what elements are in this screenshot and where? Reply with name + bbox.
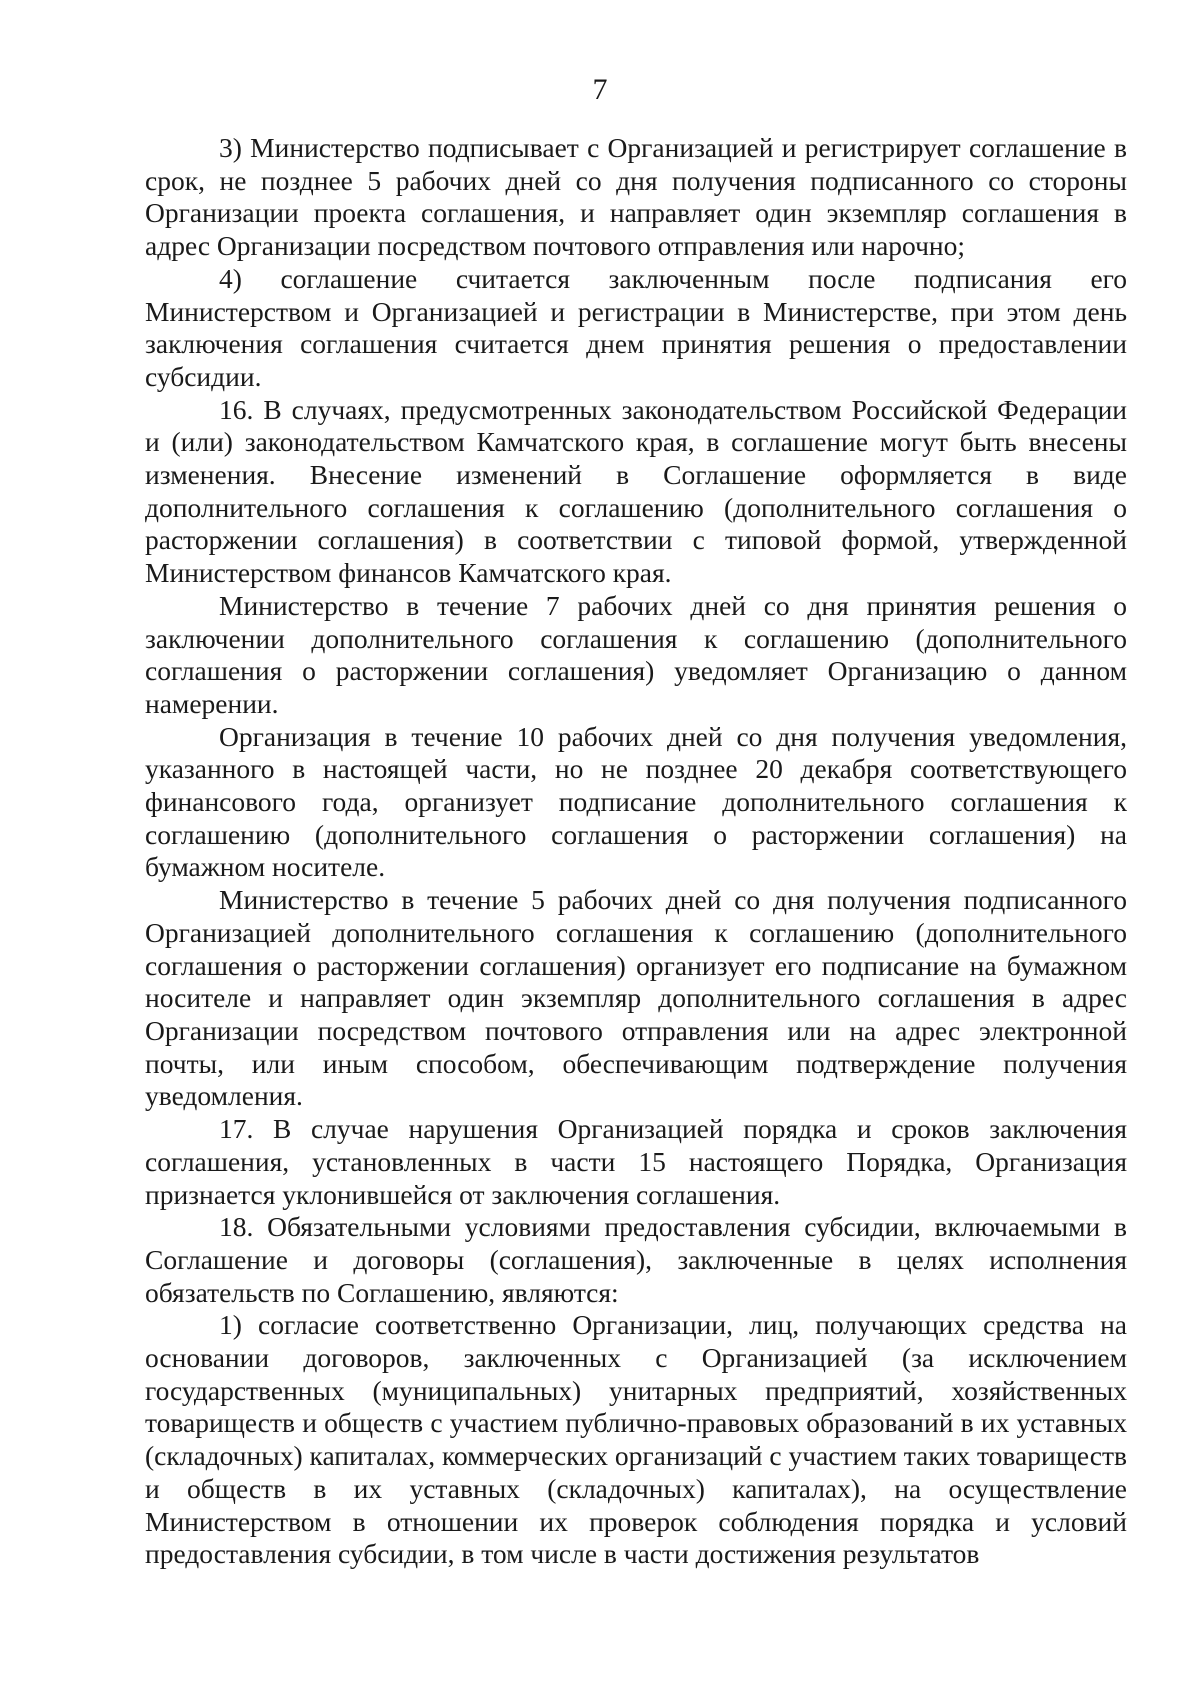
paragraph-ministry-signing: Министерство в течение 5 рабочих дней со дня получения подписанного Организацией дополнительного соглашения к соглашению (дополнительного соглашения о расторжении соглашения) организует его подписание на бумажном носителе и направляет один экземпляр дополнительного соглашения в адрес Организации посредством почтового отправления или на адрес электронной почты, или иным способом, обеспечивающим подтверждение получения уведомления. bbox=[145, 884, 1127, 1112]
document-body bbox=[145, 132, 1127, 1571]
paragraph-organization-signing: Организация в течение 10 рабочих дней со дня получения уведомления, указанного в настоящей части, но не позднее 20 декабря соответствующего финансового года, организует подписание дополнительного соглашения к соглашению (дополнительного соглашения о расторжении соглашения) на бумажном носителе. bbox=[145, 720, 1127, 883]
paragraph-section-18-item-1: 1) согласие соответственно Организации, лиц, получающих средства на основании договоров, заключенных с Организацией (за исключением государственных (муниципальных) унитарных предприятий, хозяйственных товариществ и обществ с участием публично-правовых образований в их уставных (складочных) капиталах, коммерческих организаций с участием таких товариществ и обществ в их уставных (складочных) капиталах), на осуществление Министерством в отношении их проверок соблюдения порядка и условий предоставления субсидии, в том числе в части достижения результатов bbox=[145, 1309, 1127, 1570]
paragraph-item-4: 4) соглашение считается заключенным после подписания его Министерством и Организацией и регистрации в Министерстве, при этом день заключения соглашения считается днем принятия решения о предоставлении субсидии. bbox=[145, 262, 1127, 392]
paragraph-section-17: 17. В случае нарушения Организацией порядка и сроков заключения соглашения, установленных в части 15 настоящего Порядка, Организация признается уклонившейся от заключения соглашения. bbox=[145, 1113, 1127, 1210]
paragraph-section-16: 16. В случаях, предусмотренных законодательством Российской Федерации и (или) законодательством Камчатского края, в соглашение могут быть внесены изменения. Внесение изменений в Соглашение оформляется в виде дополнительного соглашения к соглашению (дополнительного соглашения о расторжении соглашения) в соответствии с типовой формой, утвержденной Министерством финансов Камчатского края. bbox=[145, 393, 1127, 589]
paragraph-section-18: 18. Обязательными условиями предоставления субсидии, включаемыми в Соглашение и договоры (соглашения), заключенные в целях исполнения обязательств по Соглашению, являются: bbox=[145, 1211, 1127, 1308]
paragraph-ministry-notice: Министерство в течение 7 рабочих дней со дня принятия решения о заключении дополнительного соглашения к соглашению (дополнительного соглашения о расторжении соглашения) уведомляет Организацию о данном намерении. bbox=[145, 589, 1127, 719]
page-number: 7 bbox=[592, 73, 608, 106]
paragraph-item-3: 3) Министерство подписывает с Организацией и регистрирует соглашение в срок, не позднее 5 рабочих дней со дня получения подписанного со стороны Организации проекта соглашения, и направляет один экземпляр соглашения в адрес Организации посредством почтового отправления или нарочно; bbox=[145, 132, 1127, 262]
